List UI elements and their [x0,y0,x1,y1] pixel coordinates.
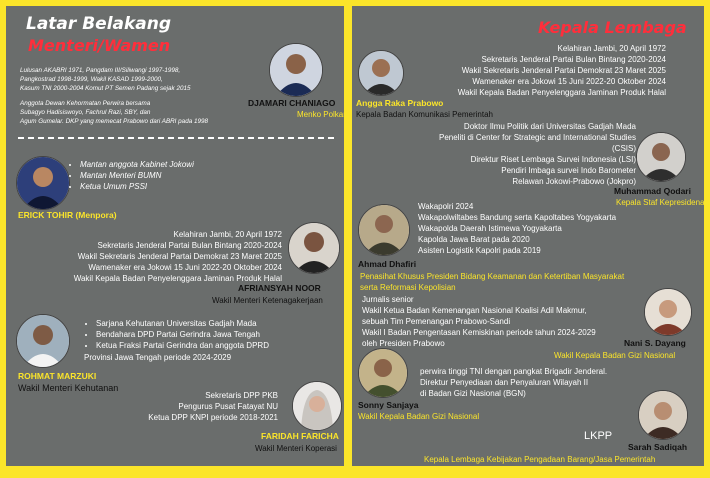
person-name-qodari: Muhammad Qodari [614,186,691,196]
section-divider [18,137,334,139]
qodari-bio: Doktor Ilmu Politik dari Universitas Gadjah Mada Peneliti di Center for Strategic and International Studies (CSIS) Direktur Riset Lembaga Survei Indonesia (LSI) Pendiri Imbaga survei Indo Barometer Relawan Jokowi-Prabowo (Jokpro) [438,122,636,186]
person-role-angga: Kepala Badan Komunikasi Pemerintah [356,110,493,119]
person-role-nani: Wakil Kepala Badan Gizi Nasional [554,351,676,360]
person-role-afriansyah: Wakil Menteri Ketenagakerjaan [212,296,323,305]
person-role-faridah: Wakil Menteri Koperasi [255,444,337,453]
person-name-sonny: Sonny Sanjaya [358,400,419,410]
person-name-erick: ERICK TOHIR (Menpora) [18,210,117,220]
person-role-rohmat: Wakil Menteri Kehutanan [18,383,119,393]
afriansyah-bio: Kelahiran Jambi, 20 April 1972 Sekretaris Jenderal Partai Bulan Bintang 2020-2024 Wakil Sekretaris Jenderal Partai Demokrat 23 Maret 2025 Wamenaker era Jokowi 15 Juni 2022-20 Oktober 2024 Wakil Kepala Badan Penyelenggara Jaminan Produk Halal [73,230,282,283]
person-role-qodari: Kepala Staf Kepresidenan [616,198,709,207]
intro-text-2: Anggota Dewan Kehormatan Perwira bersama Subagyo Hadisiswoyo, Fachrul Razi, SBY, dan Agum Gumelar. DKP yang memecat Prabowo dari ABRI pada 1998 [20,100,208,125]
avatar-erick [16,156,70,210]
person-name-faridah: FARIDAH FARICHA [261,431,339,441]
avatar-sarah [638,390,688,440]
person-name-angga: Angga Raka Prabowo [356,98,444,108]
rohmat-extra: Provinsi Jawa Tengah periode 2024-2029 [84,353,232,362]
avatar-rohmat [16,314,70,368]
person-name-sarah: Sarah Sadiqah [628,442,688,452]
person-name-dhafiri: Ahmad Dhafiri [358,259,417,269]
erick-bullets: • Mantan anggota Kabinet Jokowi • Mantan Menteri BUMN • Ketua Umum PSSI [66,159,194,192]
avatar-faridah [292,381,342,431]
intro-text: Lulusan AKABRI 1971, Pangdam III/Siliwangi 1997-1998, Pangkostrad 1998-1999, Wakil KASAD 1999-2000, Kasum TNI 2000-2004 Komut PT Semen Padang sejak 2015 [20,67,191,92]
left-header-subtitle: Menteri/Wamen [28,36,171,55]
sonny-bio: perwira tinggi TNI dengan pangkat Brigadir Jenderal. Direktur Penyediaan dan Penyaluran Wilayah II di Badan Gizi Nasional (BGN) [420,367,608,398]
person-name-rohmat: ROHMAT MARZUKI [18,371,97,381]
avatar-qodari [636,132,686,182]
person-role-sonny: Wakil Kepala Badan Gizi Nasional [358,412,480,421]
avatar-djamari [269,43,323,97]
person-role-djamari: Menko Polkam [297,110,350,119]
avatar-angga [358,50,404,96]
person-role-sarah: Kepala Lembaga Kebijakan Pengadaan Barang/Jasa Pemerintah [424,455,656,464]
faridah-bio: Sekretaris DPP PKB Pengurus Pusat Fatayat NU Ketua DPP KNPI periode 2018-2021 [148,391,278,422]
person-role-dhafiri: Penasihat Khusus Presiden Bidang Keamanan dan Ketertiban Masyarakat serta Reformasi Kepolisian [360,272,625,292]
dhafiri-bio: Wakapolri 2024 Wakapolwiltabes Bandung serta Kapoltabes Yogyakarta Wakapolda Daerah Istimewa Yogyakarta Kapolda Jawa Barat pada 2020 Asisten Logistik Kapolri pada 2019 [418,202,617,255]
avatar-sonny [358,348,408,398]
person-name-nani: Nani S. Dayang [624,338,686,348]
avatar-dhafiri [358,204,410,256]
left-header-title: Latar Belakang [26,14,172,34]
nani-bio: Jurnalis senior Wakil Ketua Badan Kemenangan Nasional Koalisi Adil Makmur, sebuah Tim Pemenangan Prabowo-Sandi Wakil I Badan Pengentasan Kemiskinan periode tahun 2024-2029 oleh Presiden Prabowo [362,295,596,348]
rohmat-bullets: • Sarjana Kehutanan Universitas Gadjah Mada • Bendahara DPD Partai Gerindra Jawa Tengah • Ketua Fraksi Partai Gerindra dan anggota DPRD [82,318,269,351]
angga-bio: Kelahiran Jambi, 20 April 1972 Sekretaris Jenderal Partai Bulan Bintang 2020-2024 Wakil Sekretaris Jenderal Partai Demokrat 23 Maret 2025 Wamenaker era Jokowi 15 Juni 2022-20 Oktober 2024 Wakil Kepala Badan Penyelenggara Jaminan Produk Halal [457,44,666,97]
right-header-title: Kepala Lembaga [538,18,687,37]
person-name-afriansyah: AFRIANSYAH NOOR [238,283,321,293]
avatar-nani [644,288,692,336]
person-name-djamari: DJAMARI CHANIAGO [248,98,336,108]
avatar-afriansyah [288,222,340,274]
right-panel [352,6,709,466]
lkpp-label: LKPP [584,430,613,442]
left-panel [6,6,350,466]
